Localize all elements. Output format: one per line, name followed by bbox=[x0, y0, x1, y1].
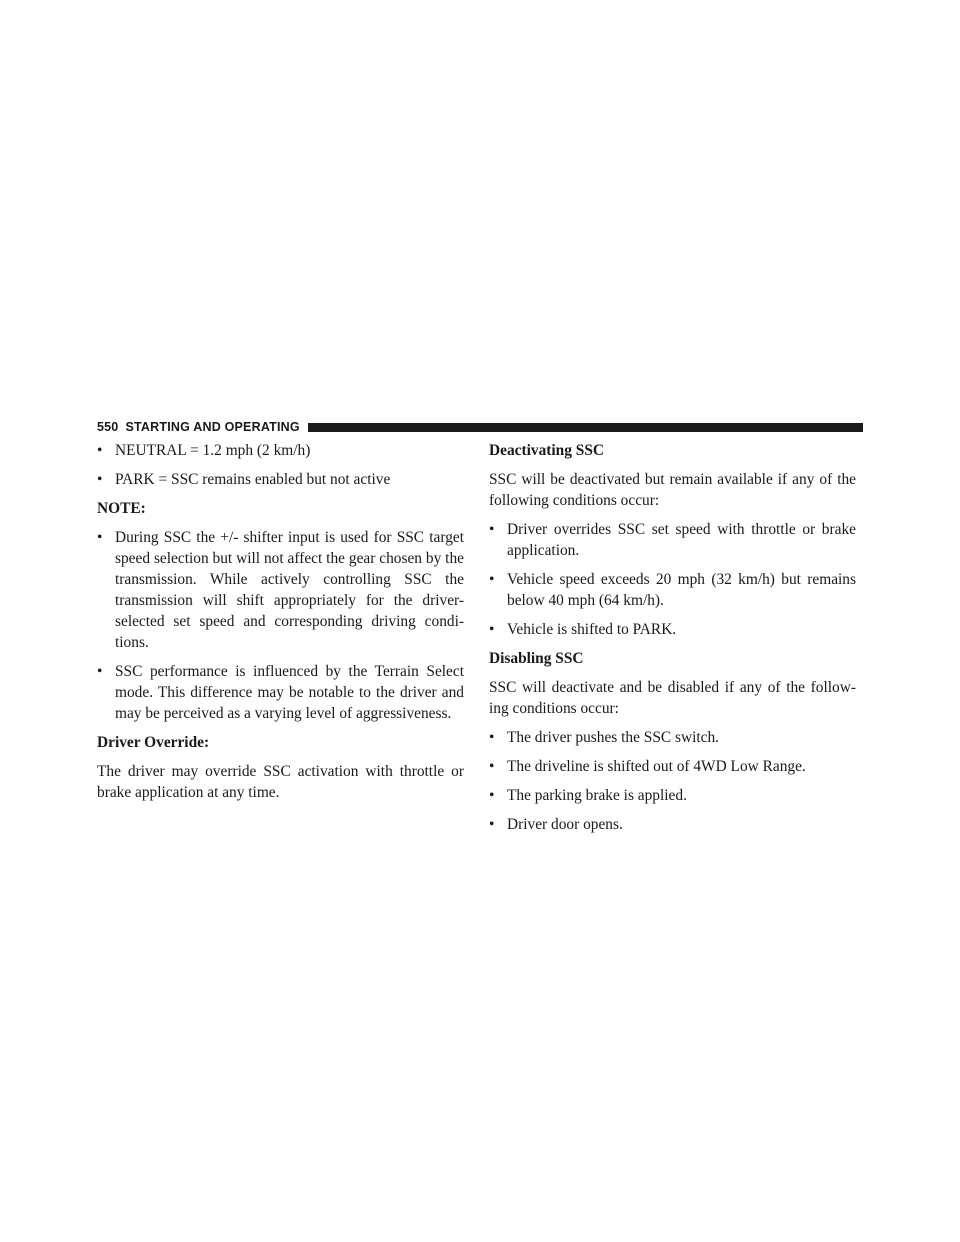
bullet-icon: • bbox=[489, 521, 495, 538]
bullet-text: During SSC the +/- shifter input is used for SSC target speed selection but will not affect the gear chosen by the transmission. While actively controlling SSC the transmission will shift appropriately for the driver-selected set speed and corresponding driving condi-tions. bbox=[115, 529, 464, 651]
list-item bbox=[489, 785, 856, 806]
bullet-text: NEUTRAL = 1.2 mph (2 km/h) bbox=[115, 442, 311, 459]
override-heading: Driver Override: bbox=[97, 734, 210, 751]
section-title: STARTING AND OPERATING bbox=[125, 420, 300, 434]
list-item bbox=[97, 661, 464, 724]
bullet-icon: • bbox=[489, 729, 495, 746]
bullet-icon: • bbox=[97, 529, 103, 546]
bullet-icon: • bbox=[489, 758, 495, 775]
header-rule bbox=[308, 423, 863, 432]
bullet-icon: • bbox=[489, 571, 495, 588]
right-column bbox=[489, 440, 856, 835]
bullet-text: The driver pushes the SSC switch. bbox=[507, 729, 720, 746]
page-header bbox=[97, 419, 863, 435]
deactivating-heading: Deactivating SSC bbox=[489, 442, 605, 459]
note-heading: NOTE: bbox=[97, 500, 146, 517]
list-item bbox=[489, 569, 856, 611]
bullet-icon: • bbox=[489, 816, 495, 833]
list-item bbox=[489, 756, 856, 777]
list-item bbox=[489, 519, 856, 561]
list-item bbox=[97, 469, 464, 490]
list-item bbox=[489, 727, 856, 748]
disabling-heading: Disabling SSC bbox=[489, 650, 584, 667]
list-item bbox=[489, 814, 856, 835]
bullet-text: PARK = SSC remains enabled but not active bbox=[115, 471, 391, 488]
list-item bbox=[97, 440, 464, 461]
list-item bbox=[97, 527, 464, 653]
bullet-text: Vehicle speed exceeds 20 mph (32 km/h) but remains below 40 mph (64 km/h). bbox=[507, 571, 856, 609]
bullet-text: The parking brake is applied. bbox=[507, 787, 687, 804]
bullet-text: Vehicle is shifted to PARK. bbox=[507, 621, 677, 638]
bullet-icon: • bbox=[97, 663, 103, 680]
disabling-text: SSC will deactivate and be disabled if any of the follow-ing conditions occur: bbox=[489, 679, 856, 717]
bullet-text: The driveline is shifted out of 4WD Low Range. bbox=[507, 758, 806, 775]
page-number: 550 bbox=[97, 420, 119, 434]
bullet-text: Driver door opens. bbox=[507, 816, 623, 833]
bullet-icon: • bbox=[97, 471, 103, 488]
bullet-text: Driver overrides SSC set speed with throttle or brake application. bbox=[507, 521, 856, 559]
list-item bbox=[489, 619, 856, 640]
bullet-icon: • bbox=[489, 621, 495, 638]
bullet-text: SSC performance is influenced by the Terrain Select mode. This difference may be notable to the driver and may be perceived as a varying level of aggressiveness. bbox=[115, 663, 464, 722]
override-text: The driver may override SSC activation with throttle or brake application at any time. bbox=[97, 763, 464, 801]
bullet-icon: • bbox=[489, 787, 495, 804]
left-column bbox=[97, 440, 464, 803]
deactivating-text: SSC will be deactivated but remain available if any of the following conditions occur: bbox=[489, 471, 856, 509]
bullet-icon: • bbox=[97, 442, 103, 459]
